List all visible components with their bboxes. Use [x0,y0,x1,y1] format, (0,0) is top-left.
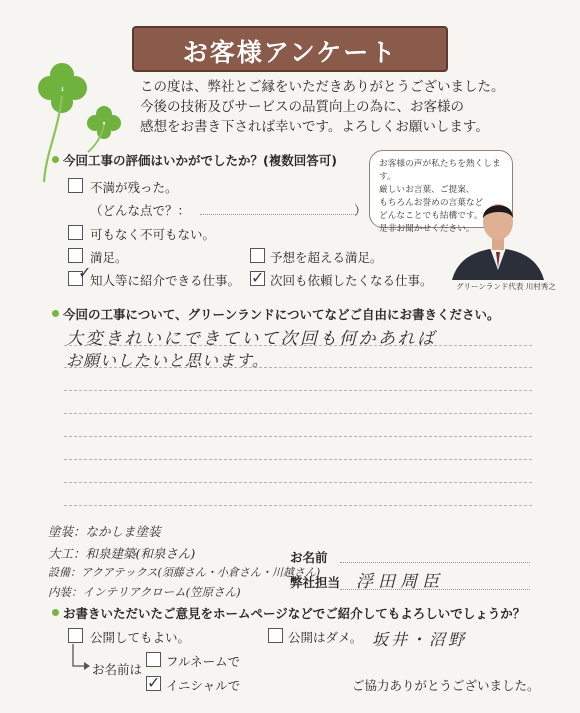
checkmark-icon: ✓ [78,263,92,282]
checkbox-exceeded[interactable] [250,248,265,263]
representative-photo [450,190,546,280]
bullet-icon [52,156,59,163]
writing-line [64,459,532,460]
title-banner [132,26,448,72]
label-detail-close: ） [354,203,367,218]
writing-line [64,390,532,391]
checkbox-public[interactable] [68,628,83,643]
bubble-line: どんなことでも結構です。 [379,211,483,221]
label-name-is: お名前は [92,662,143,677]
label-repeat: 次回も依頼したくなる仕事。 [270,273,433,288]
writing-line [64,482,532,483]
trade-interior: 内装：インテリアクローム(笠原さん) [48,585,241,599]
label-fullname: フルネームで [166,654,241,669]
checkmark-icon: ✓ [147,673,161,692]
answer-line-1: 大変きれいにできていて次回も何かあれば [66,329,437,349]
label-private: 公開はダメ。 [288,630,363,645]
label-public: 公開してもよい。 [90,630,191,645]
staff-label: 弊社担当 [290,575,341,590]
bullet-icon [52,310,59,317]
checkbox-fullname[interactable] [146,652,161,667]
customer-name-label: お名前 [290,550,328,565]
label-unsatisfied: 不満が残った。 [90,180,178,195]
intro-line-3: 感想をお書き下されば幸いです。よろしくお願いします。 [140,119,489,135]
q3-question: お書きいただいたご意見をホームページなどでご紹介してもよろしいでしょうか？ [63,606,526,621]
handwritten-names: 坂井・沼野 [372,630,468,649]
label-neutral: 可もなく不可もない。 [90,227,216,242]
checkmark-icon: ✓ [251,268,265,287]
photo-caption: グリーンランド代表 川村秀之 [456,282,556,291]
writing-line [64,436,532,437]
checkbox-satisfied[interactable] [68,248,83,263]
label-satisfied: 満足。 [90,250,128,265]
bubble-line: 是非お聞かせください。 [379,224,475,234]
bullet-icon [52,609,59,616]
checkbox-private[interactable] [268,628,283,643]
q1-question: 今回工事の評価はいかがでしたか？(複数回答可) [63,153,337,168]
intro-line-1: この度は、弊社とご縁をいただきありがとうございました。 [140,79,505,95]
q2-question: 今回の工事について、グリーンランドについてなどご自由にお書きください。 [63,307,500,322]
bubble-line: 厳しいお言葉、ご提案、 [379,185,475,195]
label-exceeded: 予想を超える満足。 [270,250,383,265]
detail-writing-line [200,214,356,215]
customer-name-line [340,562,530,563]
answer-line-2: お願いしたいと思います。 [66,351,269,370]
intro-line-2: 今後の技術及びサービスの品質向上の為に、お客様の [140,99,464,115]
writing-line [64,413,532,414]
staff-name-line [340,589,530,590]
thanks-message: ご協力ありがとうございました。 [352,678,540,693]
bubble-line: もちろんお誉めの言葉など [379,198,484,208]
page-title: お客様アンケート [182,38,398,67]
trade-equipment: 設備：アクアテックス(須藤さん・小倉さん・川越さん) [48,566,321,579]
label-detail: （どんな点で？： [90,203,191,218]
writing-line [64,505,532,506]
trade-painter: 塗装：なかしま塗装 [48,524,161,539]
trade-carpenter: 大工：和泉建築(和泉さん) [48,546,196,561]
staff-name: 浮田周臣 [356,572,444,592]
label-initial: イニシャルで [166,678,241,693]
checkbox-neutral[interactable] [68,225,83,240]
bubble-line: お客様の声が私たちを熱くします。 [379,159,501,182]
checkbox-unsatisfied[interactable] [68,178,83,193]
arrow-icon [70,644,92,672]
label-referral: 知人等に紹介できる仕事。 [90,273,241,288]
